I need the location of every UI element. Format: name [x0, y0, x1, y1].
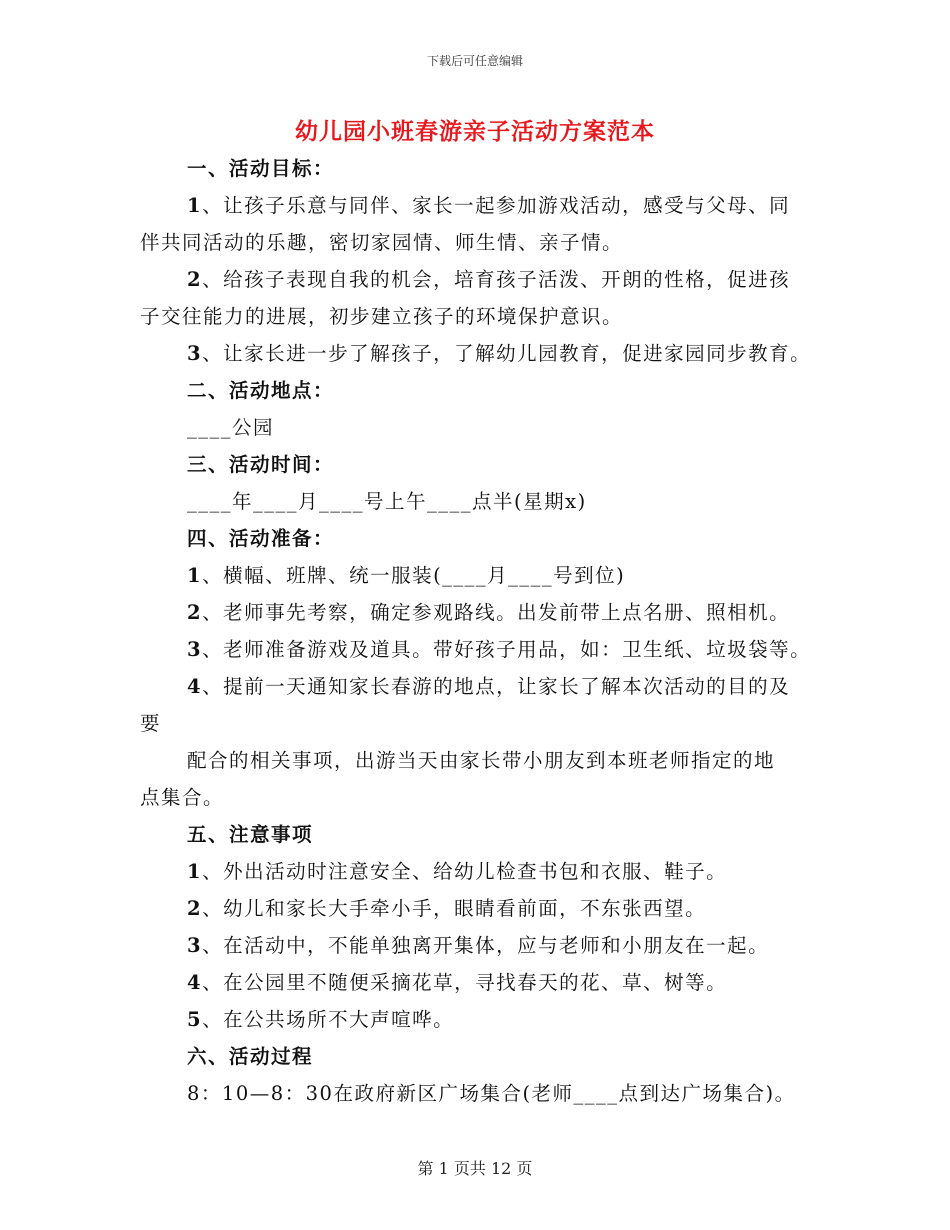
line-text: 8：10—8：30在政府新区广场集合(老师____点到达广场集合)。	[187, 1082, 796, 1105]
paragraph-line	[140, 224, 830, 261]
item-number: 3	[187, 934, 203, 957]
item-number: 1	[187, 860, 203, 883]
line-text: 配合的相关事项，出游当天由家长带小朋友到本班老师指定的地	[187, 749, 776, 772]
item-number: 3	[187, 638, 203, 661]
item-number: 3	[187, 342, 203, 365]
item-number: 4	[187, 675, 203, 698]
item-number: 5	[187, 1008, 203, 1031]
section-heading	[140, 520, 830, 557]
section-heading	[140, 372, 830, 409]
item-number: 1	[187, 194, 203, 217]
item-number: 2	[187, 601, 203, 624]
line-text: ____年____月____号上午____点半(星期x)	[187, 490, 587, 513]
item-number: 2	[187, 897, 203, 920]
line-text: 伴共同活动的乐趣，密切家园情、师生情、亲子情。	[140, 231, 624, 254]
line-text: 子交往能力的进展，初步建立孩子的环境保护意识。	[140, 305, 624, 328]
line-text: 、老师事先考察，确定参观路线。出发前带上点名册、照相机。	[202, 601, 791, 624]
section-heading	[140, 816, 830, 853]
section-heading	[140, 446, 830, 483]
section-heading	[140, 1038, 830, 1075]
paragraph-line	[140, 298, 830, 335]
line-text: 五、注意事项	[187, 823, 314, 846]
paragraph-line	[140, 853, 830, 890]
line-text: 、在公园里不随便采摘花草，寻找春天的花、草、树等。	[202, 971, 728, 994]
document-body	[140, 150, 830, 1112]
line-text: 、让孩子乐意与同伴、家长一起参加游戏活动，感受与父母、同	[202, 194, 791, 217]
paragraph-line	[140, 964, 830, 1001]
line-text: 、在活动中，不能单独离开集体，应与老师和小朋友在一起。	[202, 934, 770, 957]
line-text: 、给孩子表现自我的机会，培育孩子活泼、开朗的性格，促进孩	[202, 268, 791, 291]
paragraph-line	[140, 1075, 830, 1112]
document-title: 幼儿园小班春游亲子活动方案范本	[295, 118, 655, 145]
line-text: ____公园	[187, 416, 275, 439]
line-text: 、让家长进一步了解孩子，了解幼儿园教育，促进家园同步教育。	[202, 342, 812, 365]
paragraph-line	[140, 779, 830, 816]
paragraph-line	[140, 409, 830, 446]
line-text: 、提前一天通知家长春游的地点，让家长了解本次活动的目的及	[202, 675, 791, 698]
paragraph-line	[140, 483, 830, 520]
line-text: 、幼儿和家长大手牵小手，眼睛看前面，不东张西望。	[202, 897, 707, 920]
line-text: 、老师准备游戏及道具。带好孩子用品，如：卫生纸、垃圾袋等。	[202, 638, 812, 661]
item-number: 1	[187, 564, 203, 587]
section-heading	[140, 150, 830, 187]
paragraph-line	[140, 187, 830, 224]
line-text: 点集合。	[140, 786, 225, 809]
line-text: 、横幅、班牌、统一服装(____月____号到位)	[202, 564, 626, 587]
header-note: 下载后可任意编辑	[426, 54, 523, 68]
paragraph-line	[140, 557, 830, 594]
item-number: 2	[187, 268, 203, 291]
paragraph-line	[140, 335, 830, 372]
line-text: 要	[140, 712, 162, 735]
line-text: 六、活动过程	[187, 1045, 314, 1068]
paragraph-line	[140, 742, 830, 779]
paragraph-line	[140, 631, 830, 668]
line-text: 二、活动地点：	[187, 379, 335, 402]
paragraph-line	[140, 890, 830, 927]
line-text: 、在公共场所不大声喧哗。	[202, 1008, 455, 1031]
paragraph-line	[140, 927, 830, 964]
paragraph-line	[140, 594, 830, 631]
line-text: 、外出活动时注意安全、给幼儿检查书包和衣服、鞋子。	[202, 860, 728, 883]
paragraph-line	[140, 261, 830, 298]
line-text: 一、活动目标：	[187, 157, 335, 180]
line-text: 三、活动时间：	[187, 453, 335, 476]
line-text: 四、活动准备：	[187, 527, 335, 550]
page-footer: 第 1 页共 12 页	[417, 1159, 533, 1178]
item-number: 4	[187, 971, 203, 994]
paragraph-line	[140, 705, 830, 742]
paragraph-line	[140, 1001, 830, 1038]
paragraph-line	[140, 668, 830, 705]
